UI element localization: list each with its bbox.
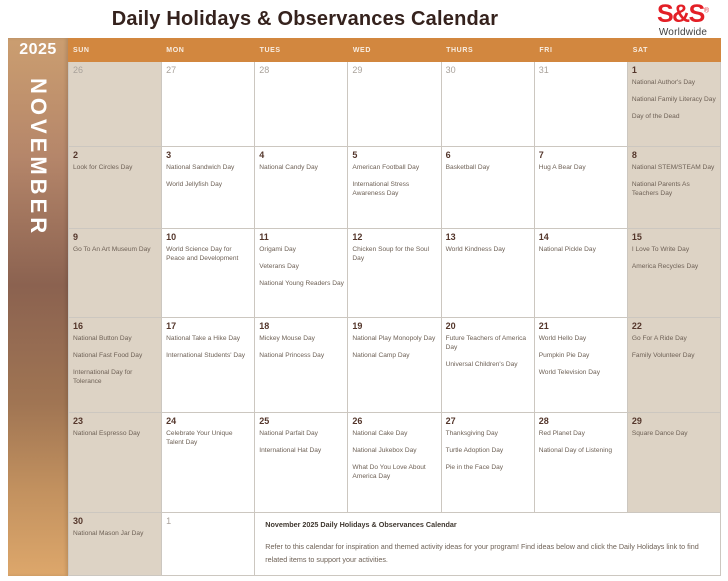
holiday-event: Thanksgiving Day <box>445 430 498 437</box>
holiday-event: Basketball Day <box>445 164 490 171</box>
day-cell-adjacent-1 <box>162 513 255 576</box>
day-cell-adjacent-27 <box>162 62 255 147</box>
holiday-event: National STEM/STEAM Day <box>631 164 715 171</box>
date-number: 3 <box>166 150 172 160</box>
date-number: 1 <box>631 65 637 75</box>
holiday-event: National Princess Day <box>259 351 325 359</box>
holiday-event: World Science Day for Peace and Development <box>166 246 239 262</box>
day-cell-13 <box>442 229 535 318</box>
holiday-event: Celebrate Your Unique Talent Day <box>166 430 233 446</box>
date-number: 27 <box>166 65 177 75</box>
day-header-row <box>68 38 721 62</box>
day-cell-1 <box>628 62 721 147</box>
holiday-event: Turtle Adoption Day <box>445 446 504 454</box>
day-cell-adjacent-30 <box>442 62 535 147</box>
date-number: 30 <box>445 65 456 75</box>
day-header-sat: SAT <box>632 46 648 54</box>
date-number: 21 <box>538 321 549 331</box>
date-number: 13 <box>445 232 456 242</box>
holiday-event: World Television Day <box>538 368 601 376</box>
day-cell-19 <box>348 318 441 413</box>
date-number: 11 <box>259 232 269 242</box>
holiday-event: National Family Literacy Day <box>631 95 716 103</box>
holiday-event: National Young Readers Day <box>259 279 344 287</box>
day-cell-17 <box>162 318 255 413</box>
holiday-event: Veterans Day <box>259 262 299 270</box>
holiday-event: National Pickle Day <box>538 246 596 253</box>
holiday-event: Day of the Dead <box>631 112 680 120</box>
day-cell-6 <box>442 147 535 229</box>
day-cell-27 <box>442 413 535 513</box>
day-cell-14 <box>535 229 628 318</box>
date-number: 17 <box>166 321 177 331</box>
date-number: 6 <box>445 150 451 160</box>
date-number: 26 <box>73 65 84 75</box>
holiday-event: National Button Day <box>73 335 132 342</box>
year-label: 2025 <box>19 41 57 58</box>
holiday-event: International Day for Tolerance <box>73 368 133 385</box>
date-number: 23 <box>73 416 84 426</box>
day-cell-adjacent-26 <box>69 62 162 147</box>
footer-note-title: November 2025 Daily Holidays & Observances Calendar <box>265 520 457 529</box>
date-number: 16 <box>73 321 84 331</box>
day-cell-22 <box>628 318 721 413</box>
date-number: 29 <box>352 65 363 75</box>
day-cell-11 <box>255 229 348 318</box>
day-cell-4 <box>255 147 348 229</box>
holiday-event: Look for Circles Day <box>73 164 133 171</box>
date-number: 26 <box>352 416 363 426</box>
day-cell-26 <box>348 413 441 513</box>
calendar-body <box>68 38 721 576</box>
holiday-event: I Love To Write Day <box>631 246 690 253</box>
calendar-grid <box>68 62 721 576</box>
ss-worldwide-logo <box>643 2 723 38</box>
day-header-tues: TUES <box>259 46 281 54</box>
holiday-event: National Parents As Teachers Day <box>631 180 690 197</box>
day-cell-5 <box>348 147 441 229</box>
day-cell-24 <box>162 413 255 513</box>
date-number: 18 <box>259 321 270 331</box>
holiday-event: Chicken Soup for the Soul Day <box>352 246 430 262</box>
holiday-event: Universal Children's Day <box>445 360 518 368</box>
date-number: 22 <box>631 321 642 331</box>
holiday-event: National Day of Listening <box>538 446 613 454</box>
day-cell-2 <box>69 147 162 229</box>
day-cell-23 <box>69 413 162 513</box>
date-number: 1 <box>166 516 172 526</box>
holiday-event: World Kindness Day <box>445 246 506 253</box>
holiday-event: National Sandwich Day <box>166 164 235 171</box>
day-header-thurs: THURS <box>446 46 474 54</box>
holiday-event: America Recycles Day <box>631 262 699 270</box>
footer-note-body: Refer to this calendar for inspiration and themed activity ideas for your program! Find ideas below and click the Daily Holidays link to find related items to support your activities. <box>265 542 699 564</box>
month-label: NOVEMBER <box>26 78 51 238</box>
holiday-event: World Jellyfish Day <box>166 180 223 188</box>
holiday-event: National Mason Jar Day <box>73 530 144 537</box>
date-number: 20 <box>445 321 456 331</box>
calendar <box>8 38 721 576</box>
holiday-event: National Candy Day <box>259 164 318 171</box>
logo-wordmark <box>643 2 723 27</box>
date-number: 15 <box>631 232 642 242</box>
holiday-event: International Stress Awareness Day <box>352 180 410 197</box>
holiday-event: National Fast Food Day <box>73 351 143 359</box>
day-header-fri: FRI <box>539 46 553 54</box>
month-sidebar <box>8 38 68 576</box>
date-number: 9 <box>73 232 79 242</box>
date-number: 24 <box>166 416 177 426</box>
day-cell-9 <box>69 229 162 318</box>
page-title: Daily Holidays & Observances Calendar <box>111 8 499 30</box>
day-cell-adjacent-29 <box>348 62 441 147</box>
holiday-event: National Camp Day <box>352 351 410 359</box>
day-cell-20 <box>442 318 535 413</box>
holiday-event: American Football Day <box>352 164 420 171</box>
holiday-event: Pumpkin Pie Day <box>538 351 590 359</box>
date-number: 7 <box>538 150 544 160</box>
date-number: 14 <box>538 232 549 242</box>
day-cell-10 <box>162 229 255 318</box>
holiday-event: International Students' Day <box>166 351 246 359</box>
holiday-event: National Play Monopoly Day <box>352 335 436 342</box>
holiday-event: National Parfait Day <box>259 430 318 437</box>
holiday-event: National Jukebox Day <box>352 446 417 454</box>
date-number: 12 <box>352 232 363 242</box>
holiday-event: Go For A Ride Day <box>631 335 687 342</box>
holiday-event: Mickey Mouse Day <box>259 335 315 342</box>
day-header-sun: SUN <box>73 46 90 54</box>
holiday-event: National Espresso Day <box>73 430 141 437</box>
date-number: 28 <box>538 416 549 426</box>
day-cell-18 <box>255 318 348 413</box>
day-cell-3 <box>162 147 255 229</box>
holiday-event: Square Dance Day <box>631 430 688 437</box>
day-cell-16 <box>69 318 162 413</box>
holiday-event: Red Planet Day <box>538 430 585 437</box>
date-number: 28 <box>259 65 270 75</box>
holiday-event: International Hat Day <box>259 446 322 454</box>
date-number: 31 <box>538 65 549 75</box>
holiday-event: Origami Day <box>259 246 296 253</box>
registered-mark: ® <box>703 7 710 15</box>
holiday-event: National Author's Day <box>631 79 696 86</box>
day-cell-29 <box>628 413 721 513</box>
date-number: 2 <box>73 150 79 160</box>
date-number: 25 <box>259 416 270 426</box>
holiday-event: Hug A Bear Day <box>538 164 586 171</box>
day-header-wed: WED <box>352 46 371 54</box>
date-number: 10 <box>166 232 177 242</box>
day-cell-21 <box>535 318 628 413</box>
day-cell-12 <box>348 229 441 318</box>
day-cell-8 <box>628 147 721 229</box>
holiday-event: Future Teachers of America Day <box>445 335 527 351</box>
date-number: 27 <box>445 416 456 426</box>
day-cell-adjacent-28 <box>255 62 348 147</box>
holiday-event: National Take a Hike Day <box>166 335 241 342</box>
date-number: 29 <box>631 416 642 426</box>
day-cell-adjacent-31 <box>535 62 628 147</box>
holiday-event: Go To An Art Museum Day <box>73 246 151 253</box>
date-number: 19 <box>352 321 363 331</box>
holiday-event: World Hello Day <box>538 335 587 342</box>
holiday-event: What Do You Love About America Day <box>352 463 426 480</box>
day-cell-15 <box>628 229 721 318</box>
day-cell-25 <box>255 413 348 513</box>
date-number: 30 <box>73 516 84 526</box>
logo-text: S&S <box>656 0 704 28</box>
date-number: 5 <box>352 150 358 160</box>
holiday-event: Pie in the Face Day <box>445 463 504 471</box>
day-cell-7 <box>535 147 628 229</box>
date-number: 4 <box>259 150 265 160</box>
date-number: 8 <box>631 150 637 160</box>
logo-subtext: Worldwide <box>658 27 708 38</box>
holiday-event: Family Volunteer Day <box>631 351 695 359</box>
footer-note <box>255 513 721 576</box>
day-cell-30 <box>69 513 162 576</box>
day-header-mon: MON <box>166 46 185 54</box>
holiday-event: National Cake Day <box>352 430 408 437</box>
day-cell-28 <box>535 413 628 513</box>
